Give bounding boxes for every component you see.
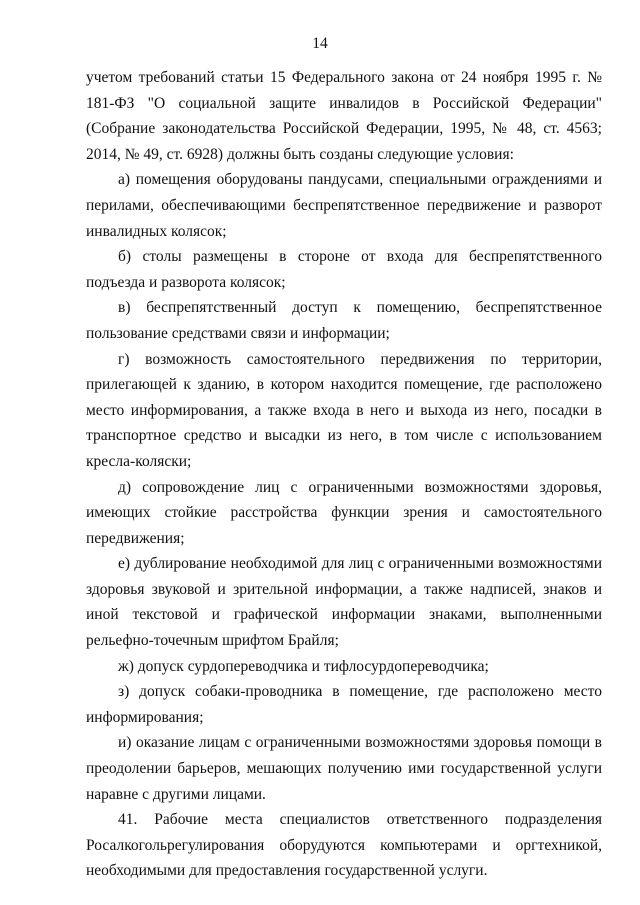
- paragraph-41: 41. Рабочие места специалистов ответственного подразделения Росалкогольрегулирования оборудуются компьютерами и оргтехникой, необходимыми для предоставления государственной услуги.: [86, 811, 602, 880]
- list-item-d: д) сопровождение лиц с ограниченными возможностями здоровья, имеющих стойкие расстройства функции зрения и самостоятельного передвижения;: [86, 478, 602, 547]
- list-item-v: в) беспрепятственный доступ к помещению, беспрепятственное пользование средствами связи и информации;: [86, 299, 602, 342]
- list-item-e: е) дублирование необходимой для лиц с ограниченными возможностями здоровья звуковой и зрительной информации, а также надписей, знаков и иной текстовой и графической информации знаками, выполненными рельефно-точечным шрифтом Брайля;: [86, 555, 602, 650]
- list-item-z: з) допуск собаки-проводника в помещение, где расположено место информирования;: [86, 683, 602, 726]
- list-item-g: г) возможность самостоятельного передвижения по территории, прилегающей к зданию, в котором находится помещение, где расположено место информирования, а также входа в него и выхода из него, посадки в транспортное средство и высадки из него, в том числе с использованием кресла-коляски;: [86, 350, 602, 470]
- page-number: 14: [312, 35, 328, 52]
- paragraph-intro: учетом требований статьи 15 Федерального закона от 24 ноября 1995 г. № 181-ФЗ "О социальной защите инвалидов в Российской Федерации" (Собрание законодательства Российской Федерации, 1995, № 48, ст. 4563; 2014, № 49, ст. 6928) должны быть созданы следующие условия:: [86, 69, 602, 163]
- list-item-zh: ж) допуск сурдопереводчика и тифлосурдопереводчика;: [118, 657, 489, 675]
- list-item-a: а) помещения оборудованы пандусами, специальными ограждениями и перилами, обеспечивающими беспрепятственное передвижение и разворот инвалидных колясок;: [86, 171, 602, 240]
- list-item-i: и) оказание лицам с ограниченными возможностями здоровья помощи в преодолении барьеров, мешающих получению ими государственной услуги наравне с другими лицами.: [86, 734, 602, 803]
- document-body: [86, 65, 602, 884]
- list-item-b: б) столы размещены в стороне от входа для беспрепятственного подъезда и разворота колясок;: [86, 248, 602, 291]
